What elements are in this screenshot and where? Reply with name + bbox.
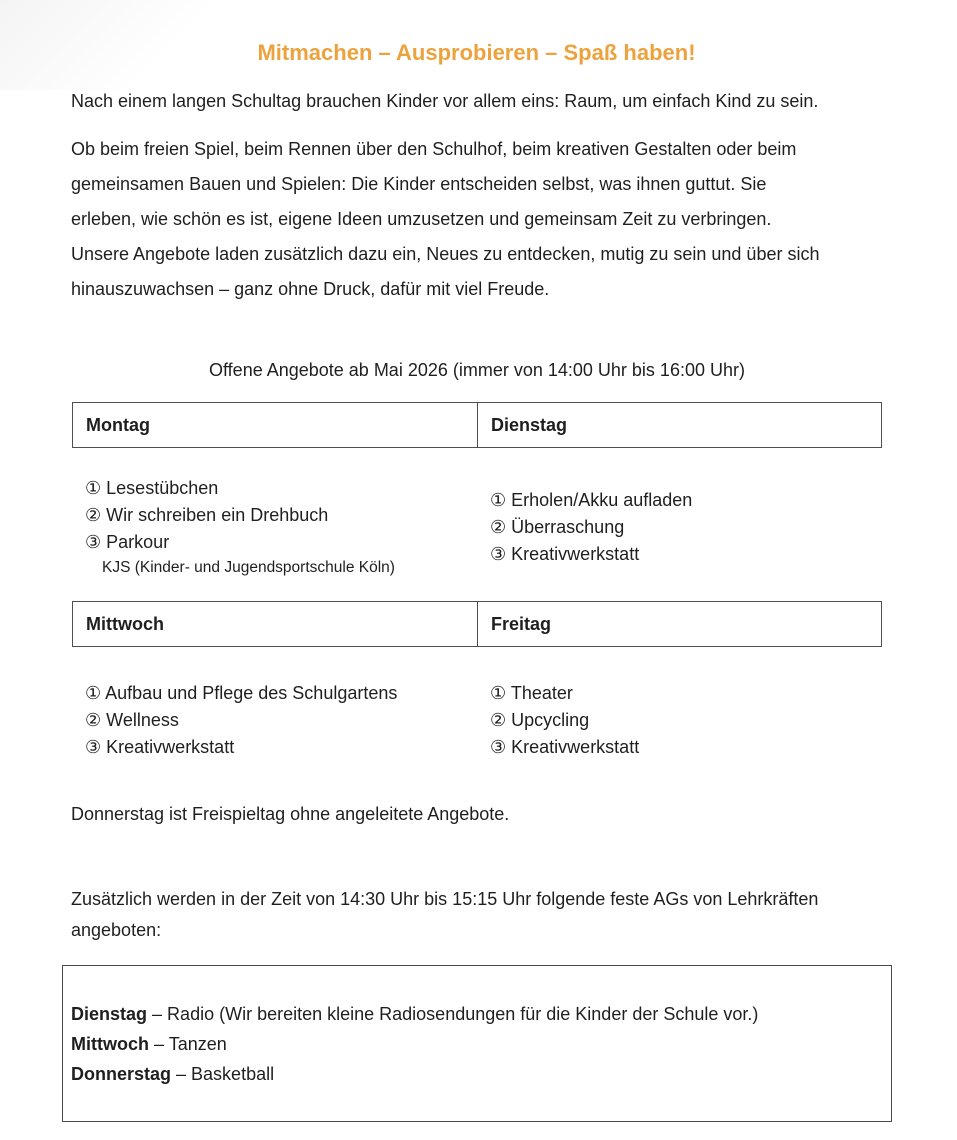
circled-number-icon: ① [85,477,102,499]
paragraph-line: Donnerstag ist Freispieltag ohne angeleitete Angebote. [71,804,510,824]
paragraph-line: hinauszuwachsen – ganz ohne Druck, dafür mit viel Freude. [71,279,550,299]
item-label: Erholen/Akku aufladen [511,489,693,510]
item-label: Wellness [106,709,179,730]
list-item [490,487,882,514]
circled-number-icon: ③ [490,736,507,758]
ag-entry [71,1029,891,1059]
ag-entry [71,1059,891,1089]
item-label: Kreativwerkstatt [106,736,235,757]
free-play-paragraph [71,132,796,237]
item-label: Wir schreiben ein Drehbuch [106,504,329,525]
document-title: Mitmachen – Ausprobieren – Spaß haben! [257,40,696,65]
paragraph-line: angeboten: [71,920,162,940]
item-label: Kreativwerkstatt [511,736,640,757]
schedule-header-row-1 [72,402,882,448]
list-item [490,680,882,707]
circled-number-icon: ③ [85,736,102,758]
intro-paragraph [71,84,818,119]
circled-number-icon: ③ [490,543,507,565]
offers-paragraph [71,237,819,307]
paragraph-line: Ob beim freien Spiel, beim Rennen über den Schulhof, beim kreativen Gestalten oder beim [71,139,797,159]
item-label: Parkour [106,531,170,552]
circled-number-icon: ② [490,709,507,731]
list-item [490,734,882,761]
circled-number-icon: ① [85,682,102,704]
ag-day-label: Mittwoch [71,1034,149,1054]
item-label: Überraschung [511,516,625,537]
schedule-content-row-1 [72,448,882,600]
list-item [85,680,477,707]
list-item [85,529,477,556]
kjs-note: KJS (Kinder- und Jugendsportschule Köln) [102,558,395,576]
list-item [490,514,882,541]
schedule-caption: Offene Angebote ab Mai 2026 (immer von 14:00 Uhr bis 16:00 Uhr) [209,360,745,380]
ag-activity: – Radio (Wir bereiten kleine Radiosendungen für die Kinder der Schule vor.) [152,1004,759,1024]
circled-number-icon: ② [85,504,102,526]
list-item [490,541,882,568]
circled-number-icon: ③ [85,531,102,553]
ag-activity: – Tanzen [154,1034,227,1054]
wednesday-activity-list [72,652,477,788]
item-label: Theater [510,682,573,703]
paragraph-line: gemeinsamen Bauen und Spielen: Die Kinder entscheiden selbst, was ihnen guttut. Sie [71,174,767,194]
ag-box [62,965,892,1122]
list-item [85,734,477,761]
list-item [85,475,477,502]
circled-number-icon: ② [490,516,507,538]
circled-number-icon: ① [490,489,507,511]
paragraph-line: erleben, wie schön es ist, eigene Ideen umzusetzen und gemeinsam Zeit zu verbringen. [71,209,772,229]
list-item [85,707,477,734]
paragraph-line: Unsere Angebote laden zusätzlich dazu ein, Neues zu entdecken, mutig zu sein und über sich [71,244,820,264]
day-header-freitag: Freitag [477,602,881,646]
ag-intro-paragraph [71,884,818,946]
thursday-note [71,797,509,832]
list-item [490,707,882,734]
ag-day-label: Dienstag [71,1004,148,1024]
day-header-mittwoch: Mittwoch [86,613,164,634]
item-label: Kreativwerkstatt [511,543,640,564]
ag-day-label: Donnerstag [71,1064,172,1084]
schedule-content-row-2 [72,648,882,788]
day-header-dienstag: Dienstag [477,403,881,447]
schedule-header-row-2 [72,601,882,647]
ag-activity: – Basketball [176,1064,275,1084]
day-header-montag: Montag [86,414,150,435]
paragraph-line: Nach einem langen Schultag brauchen Kinder vor allem eins: Raum, um einfach Kind zu sein. [71,91,819,111]
monday-activity-list [72,454,477,600]
item-label: Lesestübchen [106,477,219,498]
circled-number-icon: ① [490,682,507,704]
item-label: Upcycling [511,709,590,730]
circled-number-icon: ② [85,709,102,731]
item-label: Aufbau und Pflege des Schulgartens [105,682,398,703]
ag-entry [71,999,891,1029]
paragraph-line: Zusätzlich werden in der Zeit von 14:30 Uhr bis 15:15 Uhr folgende feste AGs von Lehrkräften [71,889,819,909]
tuesday-activity-list [477,454,882,600]
friday-activity-list [477,652,882,788]
list-item [85,502,477,529]
